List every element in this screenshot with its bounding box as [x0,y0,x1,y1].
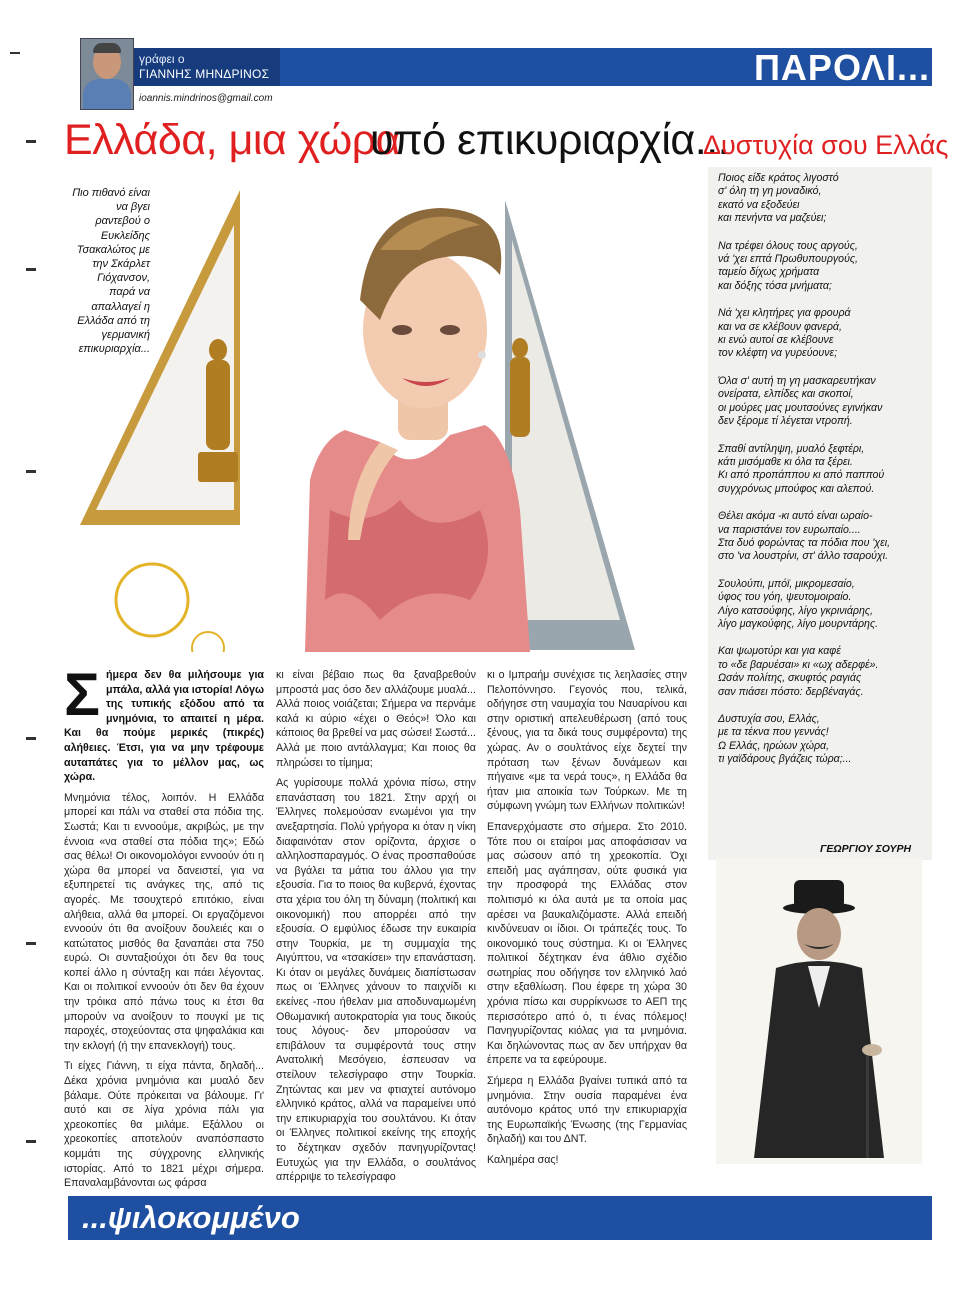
poem-line: Σπαθί αντίληψη, μυαλό ξεφτέρι, [718,442,865,455]
poem-line: κι ενώ αυτοί σε κλέβουνε [718,334,834,347]
poem-author: ΓΕΩΡΓΙΟΥ ΣΟΥΡΗ [820,843,912,855]
poem-stanza [718,240,930,294]
poem-line: Λίγο κατσούφης, λίγο γκρινιάρης, [718,604,873,617]
poem-stanza [718,578,930,632]
poem-line: ταμείο δίχως χρήματα [718,266,820,279]
poem-line: Και ψωμοτύρι και για καφέ [718,645,841,658]
poem-line: οι μούρες μας μουτσούνες εγινήκαν [718,401,883,414]
poem-stanza [718,510,930,564]
poem-line: Κι από προπάππου κι από παππού [718,469,885,482]
paragraph: Σήμερα η Ελλάδα βγαίνει τυπικά από τα μνημόνια. Στην ουσία παραμένει ένα αυτόνομο κράτος υπό την επικυριαρχία της Ευρωπαϊκής Ένωσης (της Γερμανίας δηλαδή) και του ΔΝΤ. [487,1075,687,1146]
poem-title: Δυστυχία σου Ελλάς [703,130,949,160]
paragraph: Ας γυρίσουμε πολλά χρόνια πίσω, στην επανάσταση του 1821. Στην αρχή οι Έλληνες πολεμούσαν ενωμένοι για την ανεξαρτησία. Πολύ γρήγορα κι όταν η νίκη διαφαινόταν στον ορίζοντα, άρχισε ο αλληλοσπαραγμός. Ο ένας προσπαθούσε να βγάλει τα μάτια του άλλου για την εξουσία. Για το ποιος θα κυβερνά, έχοντας στα χέρια του όλη τη δύναμη (πολιτική και οικονομική) που απορρέει από την εξουσία. Ο εμφύλιος έδωσε την ευκαιρία στην Τουρκία, με τη συμμαχία της Αιγύπτου, να «τσακίσει» την επανάσταση. Κι όταν οι μεγάλες δυνάμεις διαπίστωσαν πως οι Έλληνες χάνουν το παιχνίδι κι εκείνες -που ήθελαν μια αποδυναμωμένη Οθωμανική αυτοκρατορία για τους δικούς τους λόγους- δεν μπορούσαν να επιβάλουν τα συμφέροντά τους στην Ανατολική Μεσόγειο, έσπευσαν να στείλουν τελεσίγραφο στην Τουρκία. Ζητώντας και μεν να φτιαχτεί αυτόνομο ελληνικό κράτος, αλλά να παραμείνει υπό την επικυριαρχία του σουλτάνου. Κι όταν οι Έλληνες πολιτικοί εκείνης της εποχής το δέχτηκαν σχεδόν πανηγυρίζοντας! Ευτυχώς για την Ελλάδα, ο σουλτάνος απέρριψε το τελεσίγραφο [276,777,476,1184]
poem-line: και να σε κλέβουν φανερά, [718,320,842,333]
poem-line: Θέλει ακόμα -κι αυτό είναι ωραίο- [718,510,873,523]
page-margin-mark [10,52,20,54]
poem-line: Ω Ελλάς, ηρώων χώρα, [718,739,830,752]
author-photo [80,38,134,110]
paragraph: Καλημέρα σας! [487,1154,559,1166]
poem-stanza [718,172,930,226]
footer-section-title: ...ψιλοκομμένο [82,1200,300,1235]
poem-line: το «δε βαρυέσαι» κι «ωχ αδερφέ». [718,658,879,671]
article-column-3 [487,668,687,1174]
page-margin-mark [26,1140,36,1143]
poem-stanza [718,375,930,429]
page-margin-mark [26,140,36,143]
page-margin-mark [26,942,36,945]
poem-line: σαν πιάσει πόστο: δερβέναγάς. [718,685,864,698]
page-margin-mark [26,737,36,740]
paragraph: Επανερχόμαστε στο σήμερα. Στο 2010. Τότε που οι εταίροι μας αποφάσισαν να μας σώσουν από τη χρεοκοπία. Όχι επειδή μας αγάπησαν, ούτε φυσικά για την προσφορά της Ελλάδας στον πολιτισμό κι όλα αυτά με τα οποία μας αρέσει να βαυκαλιζόμαστε. Αλλά επειδή κινδύνευαν οι ίδιοι. Οι τράπεζές τους. Το οικονομικό τους σύστημα. Κι οι Έλληνες πολιτικοί δέχτηκαν ένα άθλιο σχέδιο σωτηρίας που οδήγησε τον ελληνικό λαό στην εξαθλίωση. Που έφερε τη χώρα 30 χρόνια πίσω και συρρίκνωσε το ΑΕΠ της περισσότερο από ό, τι ένας πόλεμος! Πανηγυρίζοντας κιόλας για τα μνημόνια. Και δηλώνοντας πως αν δεν υπήρχαν θα έπρεπε να τα εφεύρουμε. [487,820,687,1067]
poem-line: Σουλούπι, μπόϊ, μικρομεσαίο, [718,577,855,590]
article-lead: ήμερα δεν θα μιλήσουμε για μπάλα, αλλά για ιστορία! Λόγω της τυπικής εξόδου από τα μνημόνια, το απαιτεί η μέρα. Και θα πούμε μερικές (πικρές) αλήθειες. Έτσι, για να μην τρέφουμε αυταπάτες για το μέλλον μας, ως χώρα. [64,669,264,784]
poem-line: σ' όλη τη γη μοναδικό, [718,185,822,198]
poem-line: Ποιος είδε κράτος λιγοστό [718,172,839,184]
byline-label: γράφει ο [139,52,185,66]
main-photo [80,180,640,652]
author-email: ioannis.mindrinos@gmail.com [139,93,273,104]
poem-line: Ωσάν πολίτης, σκυφτός ραγιάς [718,672,862,685]
poem-line: και δόξης τόσα μνήματα; [718,279,832,292]
poem-line: Νά 'χει κλητήρες για φρουρά [718,307,851,320]
author-name: ΓΙΑΝΝΗΣ ΜΗΝΔΡΙΝΟΣ [139,67,270,81]
poem-stanza [718,645,930,699]
article-column-2 [276,668,476,1191]
poem-stanza [718,443,930,497]
poem-line: να παριστάνει τον ευρωπαίο.... [718,523,861,536]
page-margin-mark [26,470,36,473]
page-margin-mark [26,268,36,271]
headline-black-part: υπό επικυριαρχία... [370,116,730,164]
photo-caption: Πιο πιθανό είναι να βγει ραντεβού ο Ευκλείδης Τσακαλώτος με την Σκάρλετ Γιόχανσον, παρά να απαλλαγεί η Ελλάδα από τη γερμανική επικυριαρχία... [72,187,150,356]
poem-line: νά 'χει επτά Πρωθυπουργούς, [718,253,858,266]
paragraph: Τι είχες Γιάννη, τι είχα πάντα, δηλαδή... Δέκα χρόνια μνημόνια και μυαλό δεν βάλαμε. Ούτε πρόκειται να βάλουμε. Γι' αυτό και σε λίγα χρόνια πάλι για χρεοκοπίες θα μιλάμε. Εξάλλου οι χρεοκοπίες αποτελούν αναπόσπαστο κομμάτι της σύγχρονης ελληνικής ιστορίας. Από το 1821 μέχρι σήμερα. Επαναλαμβάνονται ως φάρσα [64,1060,264,1190]
poem-line: Στα δυό φορώντας τα πόδια που 'χει, [718,536,891,549]
poem-line: λίγο μαγκούφης, λίγο μουρντάρης. [718,617,879,630]
poem-line: Όλα σ' αυτή τη γη μασκαρευτήκαν [718,374,876,387]
poem-line: τι γαϊδάρους βγάζεις τώρα;... [718,753,852,766]
poem-line: στο 'να λουστρίνι, στ' άλλο τσαρούχι. [718,550,889,563]
poem-line: ονείρατα, ελπίδες και σκοποί, [718,388,854,401]
poem-stanza [718,307,930,361]
drop-cap: Σ [64,661,101,728]
paragraph: Μνημόνια τέλος, λοιπόν. Η Ελλάδα μπορεί και πάλι να σταθεί στα πόδια της. Σωστά; Και τι εννοούμε, ακριβώς, με την έννοια «να σταθεί στα πόδια της»; Εδώ σας θέλω! Οι οικονομολόγοι εννοούν ότι η χώρα θα μπορεί να δανειστεί, για να εξυπηρετεί τις ανάγκες της, από τις αγορές. Με τσουχτερό επιτόκιο, είναι αλήθεια, αλλά θα μπορεί. Οι εργαζόμενοι εννοούν ότι θα ανοίξουν δουλειές και ο κατώτατος μισθός θα ξαναπάει στα 750 ευρώ. Οι συνταξιούχοι ότι δεν θα τους κοπεί άλλο η σύνταξη και πάει λέγοντας. Και οι πολιτικοί εννοούν ότι δεν θα έχουν την τρόικα από πάνω τους κι έτσι θα μπορούν να ανοίξουν το πουγκί με τις παροχές, στοχεύοντας στα ψηφαλάκια και την εκλογή (ή την επανεκλογή) τους. [64,791,264,1052]
poem-line: κάτι μισόμαθε κι όλα τα ξέρει. [718,455,853,468]
poem-line: Να τρέφει όλους τους αργούς, [718,239,858,252]
poem-line: ύφος του γόη, ψευτομοιραίο. [718,591,852,604]
paragraph: κι ο Ιμπραήμ συνέχισε τις λεηλασίες στην Πελοπόννησο. Γεγονός που, τελικά, οδήγησε στη ναυμαχία του Ναυαρίνου και στην οριστική απελευθέρωση (από τους ξένους, για τα δικά τους συμφέροντα) της χώρας. Αν ο σουλτάνος είχε δεχτεί την πρόταση των ξένων δυνάμεων και πήγαινε «με τα νερά τους», η Ελλάδα θα ήταν μια αποικία των Τούρκων. Με τη σύμφωνη γνώμη των Ελλήνων πολιτικών! [487,669,687,813]
poem-line: Δυστυχία σου, Ελλάς, [718,713,820,725]
poem-line: συγχρόνως μπούφος και αλεπού. [718,482,875,495]
poet-portrait [716,858,922,1164]
poem-line: εκατό να εξοδεύει [718,198,800,211]
poem-line: και πενήντα να μαζεύει; [718,212,827,225]
poem-line: με τα τέκνα που γεννάς! [718,726,829,739]
poem-line: δεν ξέρομε τί λέγεται ντροπή. [718,415,853,428]
column-title: ΠΑΡΟΛΙ... [753,47,930,88]
poem [718,172,930,781]
article-column-1 [64,661,264,1197]
paragraph: κι είναι βέβαιο πως θα ξαναβρεθούν μπροστά μας όσο δεν αλλάζουμε μυαλά... Αλλά ποιος νοιάζεται; Σήμερα να περνάμε καλά κι αύριο «έχει ο Θεός»! Όλο και κάποιος θα βρεθεί να μας σώσει! Σωστά... Αλλά με ποιο αντάλλαγμα; Και ποιος θα πληρώσει το τίμημα; [276,669,476,769]
poem-line: τον κλέφτη να γυρεύουνε; [718,347,838,360]
poem-stanza [718,713,930,767]
headline-red-part: Ελλάδα, μια χώρα [64,116,401,164]
